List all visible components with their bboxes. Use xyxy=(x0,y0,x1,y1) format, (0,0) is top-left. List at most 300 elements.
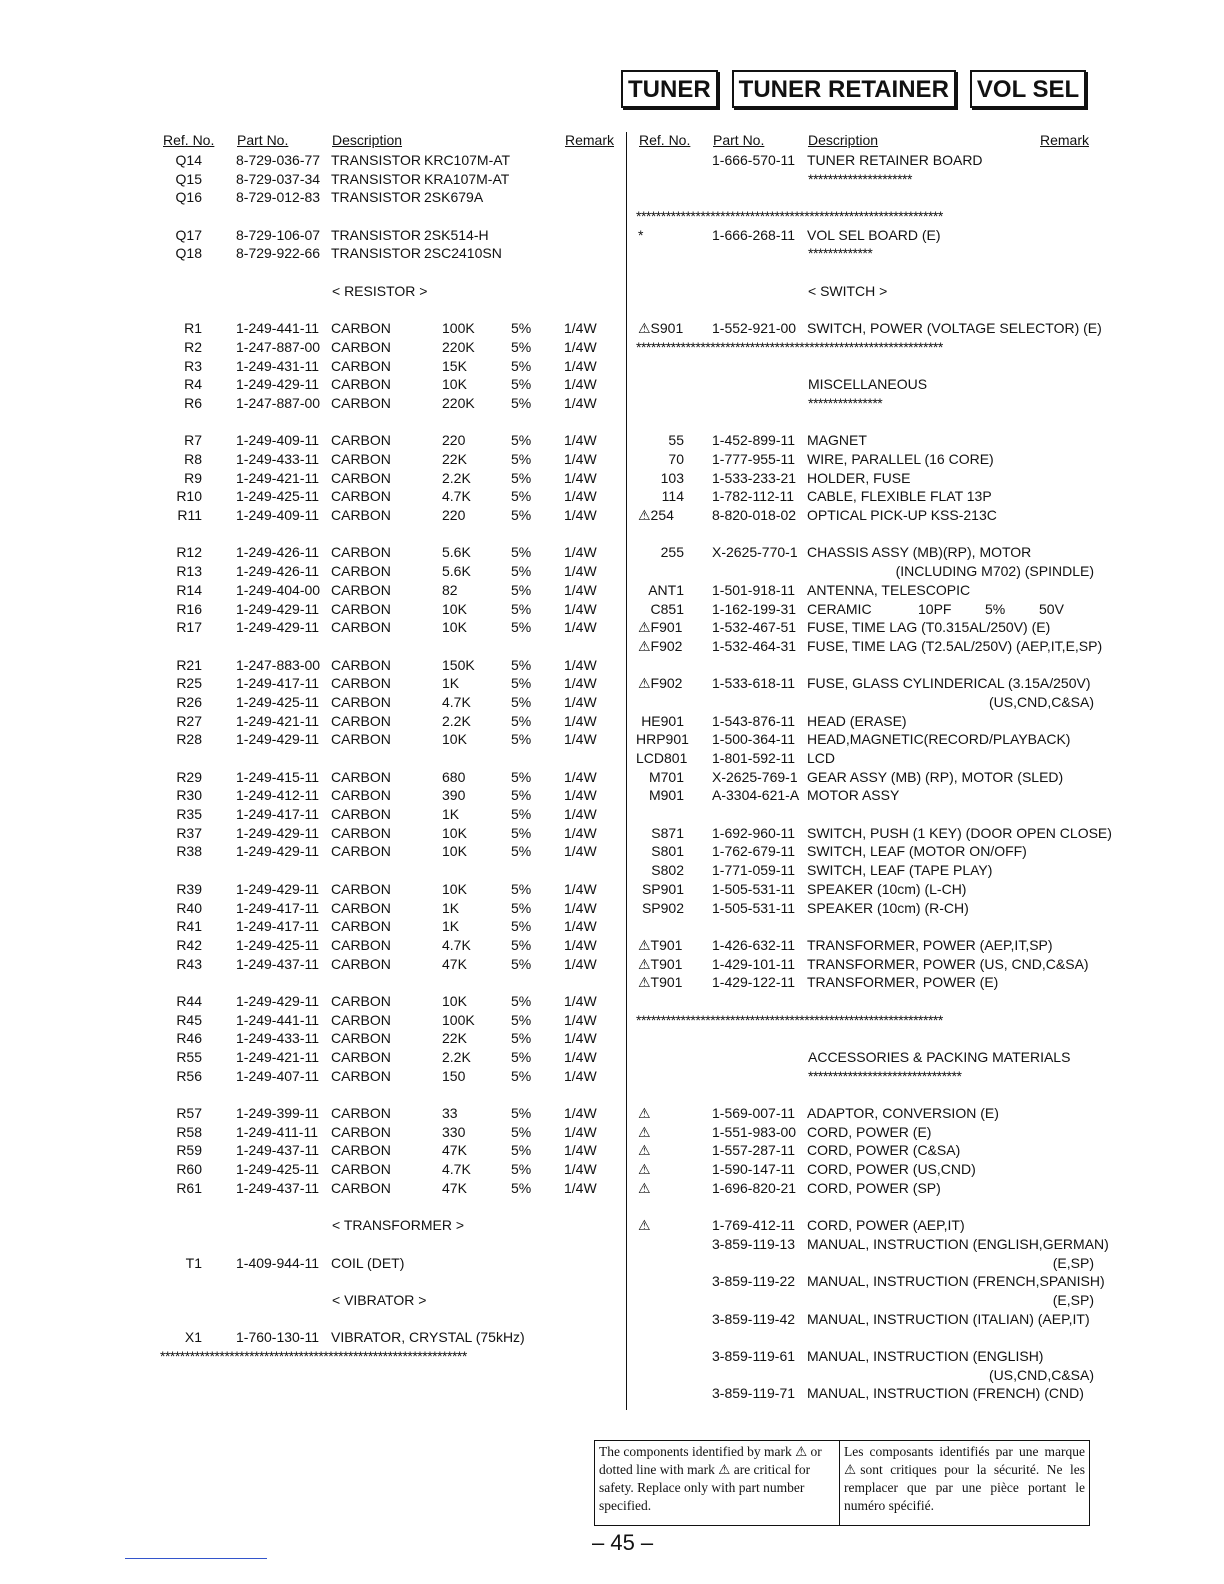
description: TRANSFORMER, POWER (E) xyxy=(807,974,999,991)
part-no: 1-543-876-11 xyxy=(712,712,796,729)
tolerance: 5% xyxy=(511,675,532,692)
table-row xyxy=(160,432,620,451)
part-no: 1-409-944-11 xyxy=(236,1254,320,1271)
part-no: 1-569-007-11 xyxy=(712,1105,796,1122)
ref-no: R46 xyxy=(176,1030,202,1047)
table-row xyxy=(636,787,1096,806)
part-no: 8-729-012-83 xyxy=(236,189,321,206)
description: CARBON xyxy=(331,675,391,692)
ref-no: R38 xyxy=(176,843,202,860)
title-underline-stars: ******************************* xyxy=(808,1067,962,1084)
tolerance: 5% xyxy=(511,656,532,673)
row-spacer xyxy=(636,414,1096,433)
table-row xyxy=(636,563,1096,582)
table-row xyxy=(160,1329,620,1348)
table-row xyxy=(636,637,1103,657)
description: HEAD,MAGNETIC(RECORD/PLAYBACK) xyxy=(807,731,1071,748)
part-no: 1-249-421-11 xyxy=(236,1049,320,1065)
ref-no: LCD801 xyxy=(636,750,688,766)
ref-no: R14 xyxy=(176,581,202,598)
description-detail: 2SK679A xyxy=(424,189,484,206)
ref-no: Q14 xyxy=(175,152,202,168)
row-spacer xyxy=(636,1086,1096,1105)
tolerance: 5% xyxy=(511,507,532,524)
ref-no: R42 xyxy=(176,936,202,953)
resistance-value: 220K xyxy=(442,394,475,411)
description: TRANSFORMER, POWER (AEP,IT,SP) xyxy=(807,936,1053,953)
tolerance: 5% xyxy=(511,824,532,841)
row-spacer xyxy=(636,358,1096,377)
description: MAGNET xyxy=(807,432,867,449)
resistance-value: 220 xyxy=(442,432,466,449)
description: CARBON xyxy=(331,936,391,953)
description: CABLE, FLEXIBLE FLAT 13P xyxy=(807,488,992,505)
wattage: 1/4W xyxy=(564,544,597,561)
description: CARBON xyxy=(331,712,391,729)
description: TUNER RETAINER BOARD xyxy=(807,152,983,168)
table-row xyxy=(160,1161,620,1180)
row-spacer xyxy=(636,1329,1096,1348)
resistance-value: 10K xyxy=(442,880,467,897)
part-no: 1-249-441-11 xyxy=(236,320,320,337)
part-no: 1-249-415-11 xyxy=(236,768,320,785)
description: CORD, POWER (E) xyxy=(807,1123,932,1140)
table-row xyxy=(160,227,620,246)
description: CARBON xyxy=(331,357,391,374)
description: SWITCH, LEAF (TAPE PLAY) xyxy=(807,862,993,879)
description-continuation: (E,SP) xyxy=(1052,1254,1094,1271)
description-continuation: (E,SP) xyxy=(1052,1291,1094,1308)
description: CARBON xyxy=(331,394,391,411)
part-no: 1-249-421-11 xyxy=(236,712,320,729)
ref-no: R37 xyxy=(176,824,202,841)
description: TRANSISTOR xyxy=(331,226,421,243)
resistance-value: 100K xyxy=(442,320,475,337)
description: FUSE, TIME LAG (T0.315AL/250V) (E) xyxy=(807,619,1051,636)
title-underline-stars: ************* xyxy=(808,245,873,262)
table-row xyxy=(636,1142,1096,1161)
description: LCD xyxy=(807,750,836,766)
ref-no: R8 xyxy=(184,451,202,467)
part-no: 3-859-119-71 xyxy=(712,1385,796,1402)
resistance-value: 1K xyxy=(442,918,460,935)
part-no: 1-249-425-11 xyxy=(236,693,320,710)
part-no: 3-859-119-42 xyxy=(712,1310,796,1327)
part-no: 1-249-429-11 xyxy=(236,880,320,897)
tolerance: 5% xyxy=(511,787,532,804)
part-no: 1-249-425-11 xyxy=(236,936,320,953)
table-row xyxy=(636,900,1096,919)
table-row xyxy=(636,283,1096,302)
row-spacer xyxy=(636,526,1096,545)
voltage: 50V xyxy=(1039,600,1064,617)
wattage: 1/4W xyxy=(564,843,597,860)
row-spacer xyxy=(160,208,620,227)
part-no: 1-249-426-11 xyxy=(236,563,320,580)
ref-no: R27 xyxy=(176,712,202,729)
description-continuation: (US,CND,C&SA) xyxy=(988,1366,1094,1383)
part-no: 1-249-425-11 xyxy=(236,1161,320,1178)
resistance-value: 150K xyxy=(442,656,475,673)
table-row xyxy=(636,601,1096,620)
description: FUSE, TIME LAG (T2.5AL/250V) (AEP,IT,E,SP) xyxy=(807,637,1103,654)
tolerance: 5% xyxy=(511,712,532,729)
part-no: 1-533-618-11 xyxy=(712,675,796,692)
ref-no: R9 xyxy=(184,469,202,486)
ref-no: R40 xyxy=(176,899,202,916)
part-no: 1-500-364-11 xyxy=(712,731,796,748)
row-spacer xyxy=(636,657,1096,676)
part-no: 1-249-404-00 xyxy=(236,581,321,598)
tolerance: 5% xyxy=(511,451,532,467)
tolerance: 5% xyxy=(511,1067,532,1084)
resistance-value: 1K xyxy=(442,675,460,692)
row-spacer xyxy=(160,1199,620,1218)
ref-no: R57 xyxy=(176,1105,202,1122)
part-no: 1-249-411-11 xyxy=(236,1123,318,1140)
table-row xyxy=(636,862,1096,881)
row-spacer xyxy=(160,1273,620,1292)
table-row xyxy=(636,1348,1096,1367)
part-no: A-3304-621-A xyxy=(712,787,800,804)
ref-no: ANT1 xyxy=(648,581,684,598)
part-no: 1-249-429-11 xyxy=(236,992,320,1009)
table-row xyxy=(636,376,1096,395)
table-row xyxy=(636,1124,1096,1143)
table-row xyxy=(636,245,1096,264)
part-no: 1-590-147-11 xyxy=(712,1161,796,1178)
resistance-value: 330 xyxy=(442,1123,466,1140)
resistance-value: 1K xyxy=(442,806,460,823)
table-row xyxy=(160,395,620,414)
ref-no: R26 xyxy=(176,693,202,710)
section-title: MISCELLANEOUS xyxy=(808,376,928,393)
row-spacer xyxy=(636,806,1096,825)
part-no: 1-532-467-51 xyxy=(712,619,797,636)
part-no: 1-769-412-11 xyxy=(712,1217,796,1234)
table-row xyxy=(636,694,1096,713)
wattage: 1/4W xyxy=(564,1049,597,1065)
wattage: 1/4W xyxy=(564,432,597,449)
table-row xyxy=(160,470,620,489)
part-no: 1-762-679-11 xyxy=(712,843,796,860)
part-no-header: Part No. xyxy=(713,132,765,148)
table-row xyxy=(160,843,620,862)
table-row xyxy=(160,544,620,563)
part-no: 8-729-922-66 xyxy=(236,245,321,262)
resistance-value: 680 xyxy=(442,768,466,785)
description: ADAPTOR, CONVERSION (E) xyxy=(807,1105,999,1122)
description-detail: 10PF xyxy=(918,600,952,617)
row-spacer xyxy=(160,974,620,993)
description: SWITCH, POWER (VOLTAGE SELECTOR) (E) xyxy=(807,320,1102,337)
ref-no: R25 xyxy=(176,675,202,692)
resistance-value: 2.2K xyxy=(442,469,471,486)
description: CARBON xyxy=(331,918,391,935)
table-row xyxy=(160,582,620,601)
tolerance: 5% xyxy=(511,843,532,860)
resistance-value: 10K xyxy=(442,992,467,1009)
table-row xyxy=(160,283,620,302)
description: CARBON xyxy=(331,1011,391,1028)
description: CARBON xyxy=(331,806,391,823)
tolerance: 5% xyxy=(511,899,532,916)
section-title: < TRANSFORMER > xyxy=(332,1217,464,1234)
part-no: 1-249-431-11 xyxy=(236,357,320,374)
ref-no: R17 xyxy=(176,619,202,636)
description: SPEAKER (10cm) (R-CH) xyxy=(807,899,969,916)
ref-no: ⚠T901 xyxy=(638,936,683,953)
table-row xyxy=(160,1217,620,1236)
description-detail: KRA107M-AT xyxy=(424,170,510,187)
safety-notice-french: Les composants identifiés par une marque ⚠sont critiques pour la sécurité. Ne les remplacer que par une pièce portant le numéro spécifié. xyxy=(844,1444,1085,1513)
part-no: 1-249-412-11 xyxy=(236,787,320,804)
row-spacer xyxy=(160,414,620,433)
table-row xyxy=(636,1217,1096,1236)
ref-no: * xyxy=(638,226,644,243)
part-no: 3-859-119-61 xyxy=(712,1348,796,1364)
description-continuation: (INCLUDING M702) (SPINDLE) xyxy=(895,563,1094,580)
table-row xyxy=(160,339,620,358)
table-row xyxy=(636,1068,1096,1087)
part-no: 1-249-433-11 xyxy=(236,1030,320,1047)
ref-no: R41 xyxy=(176,918,202,935)
table-row xyxy=(160,1124,620,1143)
table-row xyxy=(160,488,620,507)
wattage: 1/4W xyxy=(564,656,597,673)
ref-no: C851 xyxy=(650,600,684,617)
table-row xyxy=(160,787,620,806)
separator-stars: ************************************************************** xyxy=(636,338,943,355)
description: MANUAL, INSTRUCTION (ENGLISH,GERMAN) xyxy=(807,1235,1109,1252)
part-no-header: Part No. xyxy=(237,132,289,148)
part-no: 8-729-106-07 xyxy=(236,226,321,243)
wattage: 1/4W xyxy=(564,394,597,411)
table-row xyxy=(636,974,1096,993)
part-no: 8-729-036-77 xyxy=(236,152,321,168)
wattage: 1/4W xyxy=(564,918,597,935)
ref-no: R13 xyxy=(176,563,202,580)
wattage: 1/4W xyxy=(564,376,597,393)
part-no: 1-249-417-11 xyxy=(236,806,320,823)
resistance-value: 82 xyxy=(442,581,458,598)
tolerance: 5% xyxy=(511,320,532,337)
description: CARBON xyxy=(331,880,391,897)
ref-no: ⚠ xyxy=(638,1142,651,1159)
wattage: 1/4W xyxy=(564,1105,597,1122)
tolerance: 5% xyxy=(511,581,532,598)
table-row xyxy=(160,675,620,694)
description: CARBON xyxy=(331,432,391,449)
description: TRANSISTOR xyxy=(331,170,421,187)
resistance-value: 47K xyxy=(442,1179,467,1196)
table-row xyxy=(160,245,620,264)
ref-no: R12 xyxy=(176,544,202,561)
tolerance: 5% xyxy=(511,619,532,636)
wattage: 1/4W xyxy=(564,992,597,1009)
section-title: < SWITCH > xyxy=(808,282,888,299)
ref-no: HE901 xyxy=(641,712,684,729)
table-row xyxy=(636,208,1096,227)
part-no: 1-426-632-11 xyxy=(712,936,796,953)
tolerance: 5% xyxy=(511,563,532,580)
table-row xyxy=(636,1235,1109,1255)
wattage: 1/4W xyxy=(564,955,597,972)
wattage: 1/4W xyxy=(564,712,597,729)
part-no: 1-162-199-31 xyxy=(712,600,797,617)
table-row xyxy=(636,1105,1096,1124)
title-underline-stars: ********************* xyxy=(808,170,912,187)
description: CARBON xyxy=(331,656,391,673)
resistance-value: 10K xyxy=(442,600,467,617)
part-no: 1-801-592-11 xyxy=(712,750,796,766)
part-no: 1-501-918-11 xyxy=(712,581,796,598)
table-row xyxy=(636,1012,1096,1031)
ref-no: R30 xyxy=(176,787,202,804)
description: CORD, POWER (AEP,IT) xyxy=(807,1217,965,1234)
row-spacer xyxy=(160,862,620,881)
part-no: 1-249-429-11 xyxy=(236,619,320,636)
table-row xyxy=(636,713,1096,732)
table-row xyxy=(160,918,620,937)
resistance-value: 22K xyxy=(442,1030,467,1047)
ref-no: HRP901 xyxy=(636,731,689,748)
tolerance: 5% xyxy=(511,338,532,355)
description: CHASSIS ASSY (MB)(RP), MOTOR xyxy=(807,544,1032,561)
part-no: 1-249-441-11 xyxy=(236,1011,320,1028)
description: MANUAL, INSTRUCTION (ITALIAN) (AEP,IT) xyxy=(807,1310,1090,1327)
table-row xyxy=(636,1385,1096,1404)
description: CARBON xyxy=(331,376,391,393)
table-row xyxy=(160,1105,620,1124)
table-row xyxy=(160,806,620,825)
description: CARBON xyxy=(331,451,391,467)
part-no: 1-249-426-11 xyxy=(236,544,320,561)
ref-no: R39 xyxy=(176,880,202,897)
ref-no: Q15 xyxy=(175,170,202,187)
table-row xyxy=(160,619,620,638)
remark-header: Remark xyxy=(565,132,615,148)
description: CARBON xyxy=(331,768,391,785)
ref-no: Q18 xyxy=(175,245,202,262)
wattage: 1/4W xyxy=(564,731,597,748)
part-no: 1-247-887-00 xyxy=(236,338,321,355)
tolerance: 5% xyxy=(511,1161,532,1178)
ref-no: R59 xyxy=(176,1142,202,1159)
description: MANUAL, INSTRUCTION (ENGLISH) xyxy=(807,1348,1044,1364)
ref-no-header: Ref. No. xyxy=(639,132,691,148)
row-spacer xyxy=(636,918,1096,937)
ref-no: ⚠T901 xyxy=(638,955,683,972)
description: TRANSISTOR xyxy=(331,189,421,206)
tolerance: 5% xyxy=(985,600,1006,617)
wattage: 1/4W xyxy=(564,338,597,355)
table-row xyxy=(636,544,1096,563)
table-row xyxy=(160,376,620,395)
tolerance: 5% xyxy=(511,600,532,617)
table-row xyxy=(636,824,1112,844)
resistance-value: 10K xyxy=(442,376,467,393)
wattage: 1/4W xyxy=(564,581,597,598)
ref-no: R1 xyxy=(184,320,202,337)
description: CARBON xyxy=(331,544,391,561)
ref-no: ⚠ xyxy=(638,1179,651,1196)
part-no: 1-249-425-11 xyxy=(236,488,320,505)
resistance-value: 47K xyxy=(442,1142,467,1159)
ref-no: Q17 xyxy=(175,226,202,243)
ref-no: M901 xyxy=(648,787,684,804)
wattage: 1/4W xyxy=(564,1123,597,1140)
tolerance: 5% xyxy=(511,432,532,449)
row-spacer xyxy=(636,993,1096,1012)
description: CARBON xyxy=(331,1067,391,1084)
row-spacer xyxy=(636,302,1096,321)
part-no: 1-782-112-11 xyxy=(712,488,794,505)
table-row xyxy=(160,358,620,377)
table-row xyxy=(160,713,620,732)
wattage: 1/4W xyxy=(564,806,597,823)
resistance-value: 5.6K xyxy=(442,563,471,580)
wattage: 1/4W xyxy=(564,469,597,486)
tolerance: 5% xyxy=(511,1105,532,1122)
table-row xyxy=(160,1030,620,1049)
table-row xyxy=(636,1255,1096,1274)
tolerance: 5% xyxy=(511,469,532,486)
remark-header: Remark xyxy=(1040,132,1090,148)
description: MANUAL, INSTRUCTION (FRENCH) (CND) xyxy=(807,1385,1084,1402)
part-no: 1-696-820-21 xyxy=(712,1179,797,1196)
tolerance: 5% xyxy=(511,1123,532,1140)
ref-no: SP902 xyxy=(641,899,684,916)
ref-no: ⚠F902 xyxy=(638,637,683,654)
table-row xyxy=(636,1161,1096,1180)
table-row xyxy=(160,769,620,788)
table-row xyxy=(160,937,620,956)
part-no: 1-247-883-00 xyxy=(236,656,321,673)
part-no: 1-777-955-11 xyxy=(712,451,796,467)
resistance-value: 22K xyxy=(442,451,467,467)
table-row xyxy=(636,395,1096,414)
left-parts-column xyxy=(160,130,620,1367)
description: CARBON xyxy=(331,338,391,355)
description-continuation: (US,CND,C&SA) xyxy=(988,693,1094,710)
description: CARBON xyxy=(331,1049,391,1065)
tab-tuner-retainer: TUNER RETAINER xyxy=(732,70,956,108)
table-row xyxy=(160,657,620,676)
ref-no: ⚠ xyxy=(638,1123,651,1140)
wattage: 1/4W xyxy=(564,1067,597,1084)
ref-no: ⚠T901 xyxy=(638,974,683,991)
table-row xyxy=(160,1068,620,1087)
right-column-header xyxy=(636,130,1096,152)
ref-no: M701 xyxy=(648,768,684,785)
table-row xyxy=(160,1348,620,1367)
description: CARBON xyxy=(331,1142,391,1159)
part-no: 1-429-101-11 xyxy=(712,955,796,972)
description: HOLDER, FUSE xyxy=(807,469,911,486)
resistance-value: 33 xyxy=(442,1105,458,1122)
ref-no: ⚠ xyxy=(638,1217,651,1234)
table-row xyxy=(636,937,1096,956)
resistance-value: 4.7K xyxy=(442,1161,471,1178)
ref-no: R29 xyxy=(176,768,202,785)
ref-no: R6 xyxy=(184,394,202,411)
ref-no: R55 xyxy=(176,1049,202,1065)
description: TRANSFORMER, POWER (US, CND,C&SA) xyxy=(807,955,1089,972)
ref-no: R58 xyxy=(176,1123,202,1140)
part-no: 1-505-531-11 xyxy=(712,880,796,897)
resistance-value: 390 xyxy=(442,787,466,804)
